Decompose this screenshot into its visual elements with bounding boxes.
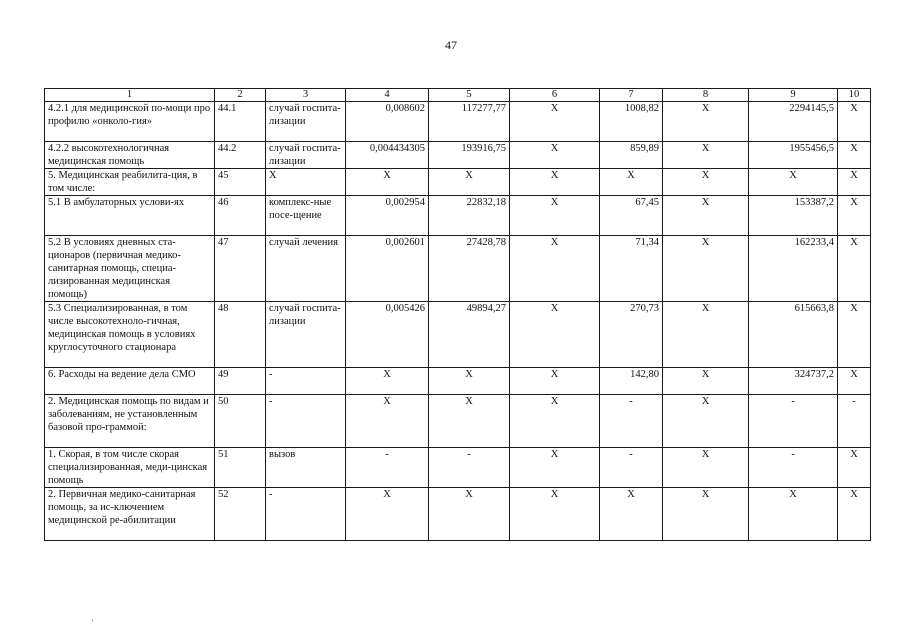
table-cell: Х (266, 169, 346, 196)
table-cell: 49894,27 (429, 302, 510, 368)
table-cell: Х (749, 488, 838, 541)
table-cell: 67,45 (600, 196, 663, 236)
table-cell: Х (663, 102, 749, 142)
table-cell: 5.1 В амбулаторных услови-ях (45, 196, 215, 236)
table-cell: 0,002601 (346, 236, 429, 302)
table-cell: Х (838, 448, 871, 488)
table-cell: 142,80 (600, 368, 663, 395)
table-row (45, 488, 871, 541)
table-cell: 2294145,5 (749, 102, 838, 142)
table-cell: вызов (266, 448, 346, 488)
table-cell: Х (346, 169, 429, 196)
table-cell: - (749, 448, 838, 488)
table-cell: 193916,75 (429, 142, 510, 169)
table-cell: случай госпита-лизации (266, 142, 346, 169)
column-header: 3 (266, 89, 346, 102)
column-header: 1 (45, 89, 215, 102)
table-cell: 0,008602 (346, 102, 429, 142)
table-row (45, 142, 871, 169)
page-number: 47 (445, 38, 457, 52)
table-cell: 71,34 (600, 236, 663, 302)
table-row (45, 368, 871, 395)
table-cell: 615663,8 (749, 302, 838, 368)
table-cell: Х (663, 236, 749, 302)
table-cell: Х (510, 395, 600, 448)
table-cell: - (600, 395, 663, 448)
data-table (44, 88, 871, 541)
table-cell: Х (510, 196, 600, 236)
column-header: 9 (749, 89, 838, 102)
table-cell: Х (838, 169, 871, 196)
table-row (45, 236, 871, 302)
table-cell: Х (510, 488, 600, 541)
table-cell: 324737,2 (749, 368, 838, 395)
table-cell: - (266, 395, 346, 448)
table-cell: Х (600, 488, 663, 541)
table-cell: Х (838, 236, 871, 302)
table-cell: 44.1 (215, 102, 266, 142)
table-cell: Х (429, 395, 510, 448)
table-cell: 0,005426 (346, 302, 429, 368)
table-row (45, 196, 871, 236)
table-row (45, 102, 871, 142)
table-cell: 6. Расходы на ведение дела СМО (45, 368, 215, 395)
table-cell: Х (663, 448, 749, 488)
column-header: 6 (510, 89, 600, 102)
table-cell: - (749, 395, 838, 448)
table-row (45, 395, 871, 448)
table-cell: 49 (215, 368, 266, 395)
table-cell: Х (838, 488, 871, 541)
table-cell: 4.2.2 высокотехнологичная медицинская помощь (45, 142, 215, 169)
table-cell: 162233,4 (749, 236, 838, 302)
table-cell: Х (663, 368, 749, 395)
table-cell: Х (749, 169, 838, 196)
table-cell: 153387,2 (749, 196, 838, 236)
table-cell: - (838, 395, 871, 448)
table-cell: случай госпита-лизации (266, 102, 346, 142)
column-header: 2 (215, 89, 266, 102)
table-cell: 45 (215, 169, 266, 196)
table-cell: Х (429, 488, 510, 541)
column-header: 5 (429, 89, 510, 102)
table-cell: 52 (215, 488, 266, 541)
table-cell: - (266, 368, 346, 395)
table-cell: 2. Медицинская помощь по видам и заболеваниям, не установленным базовой про-граммой: (45, 395, 215, 448)
table-cell: Х (346, 368, 429, 395)
column-header: 4 (346, 89, 429, 102)
column-header: 8 (663, 89, 749, 102)
table-cell: 22832,18 (429, 196, 510, 236)
column-header: 7 (600, 89, 663, 102)
table-row (45, 302, 871, 368)
table-cell: Х (600, 169, 663, 196)
table-cell: случай лечения (266, 236, 346, 302)
table-cell: 47 (215, 236, 266, 302)
table-cell: Х (510, 302, 600, 368)
table-cell: Х (510, 236, 600, 302)
table-cell: 0,002954 (346, 196, 429, 236)
table-cell: - (600, 448, 663, 488)
table-cell: 1. Скорая, в том числе скорая специализированная, меди-цинская помощь (45, 448, 215, 488)
table-row (45, 169, 871, 196)
table-cell: Х (510, 102, 600, 142)
table-cell: Х (346, 395, 429, 448)
table-cell: 270,73 (600, 302, 663, 368)
table-cell: - (429, 448, 510, 488)
table-cell: Х (663, 395, 749, 448)
table-cell: 51 (215, 448, 266, 488)
table-cell: 27428,78 (429, 236, 510, 302)
table-cell: Х (429, 169, 510, 196)
table-cell: Х (429, 368, 510, 395)
column-header: 10 (838, 89, 871, 102)
table-cell: 5.3 Специализированная, в том числе высокотехноло-гичная, медицинская помощь в условиях круглосуточного стационара (45, 302, 215, 368)
table-cell: Х (838, 302, 871, 368)
table-cell: Х (838, 368, 871, 395)
table-cell: Х (838, 142, 871, 169)
table-cell: Х (663, 196, 749, 236)
table-cell: Х (838, 196, 871, 236)
table-cell: 5. Медицинская реабилита-ция, в том числе: (45, 169, 215, 196)
table-cell: Х (346, 488, 429, 541)
table-cell: 44.2 (215, 142, 266, 169)
table-cell: 48 (215, 302, 266, 368)
table-cell: Х (663, 302, 749, 368)
scan-speck (92, 620, 93, 621)
table-cell: 0,004434305 (346, 142, 429, 169)
table-cell: комплекс-ные посе-щение (266, 196, 346, 236)
table-cell: Х (510, 169, 600, 196)
table-cell: 1955456,5 (749, 142, 838, 169)
table-cell: 50 (215, 395, 266, 448)
header-row (45, 89, 871, 102)
table-cell: 2. Первичная медико-санитарная помощь, за ис-ключением медицинской ре-абилитации (45, 488, 215, 541)
table-cell: 859,89 (600, 142, 663, 169)
table-cell: случай госпита-лизации (266, 302, 346, 368)
table-cell: 1008,82 (600, 102, 663, 142)
table-cell: 117277,77 (429, 102, 510, 142)
table-row (45, 448, 871, 488)
table-cell: - (346, 448, 429, 488)
table-cell: Х (510, 448, 600, 488)
table-cell: Х (838, 102, 871, 142)
table-cell: 46 (215, 196, 266, 236)
table-cell: - (266, 488, 346, 541)
table-cell: 4.2.1 для медицинской по-мощи про профилю «онколо-гия» (45, 102, 215, 142)
table-cell: 5.2 В условиях дневных ста-ционаров (первичная медико-санитарная помощь, специа-лизированная медицинская помощь) (45, 236, 215, 302)
table-cell: Х (510, 142, 600, 169)
table-cell: Х (663, 169, 749, 196)
table-cell: Х (510, 368, 600, 395)
table-cell: Х (663, 488, 749, 541)
table-cell: Х (663, 142, 749, 169)
